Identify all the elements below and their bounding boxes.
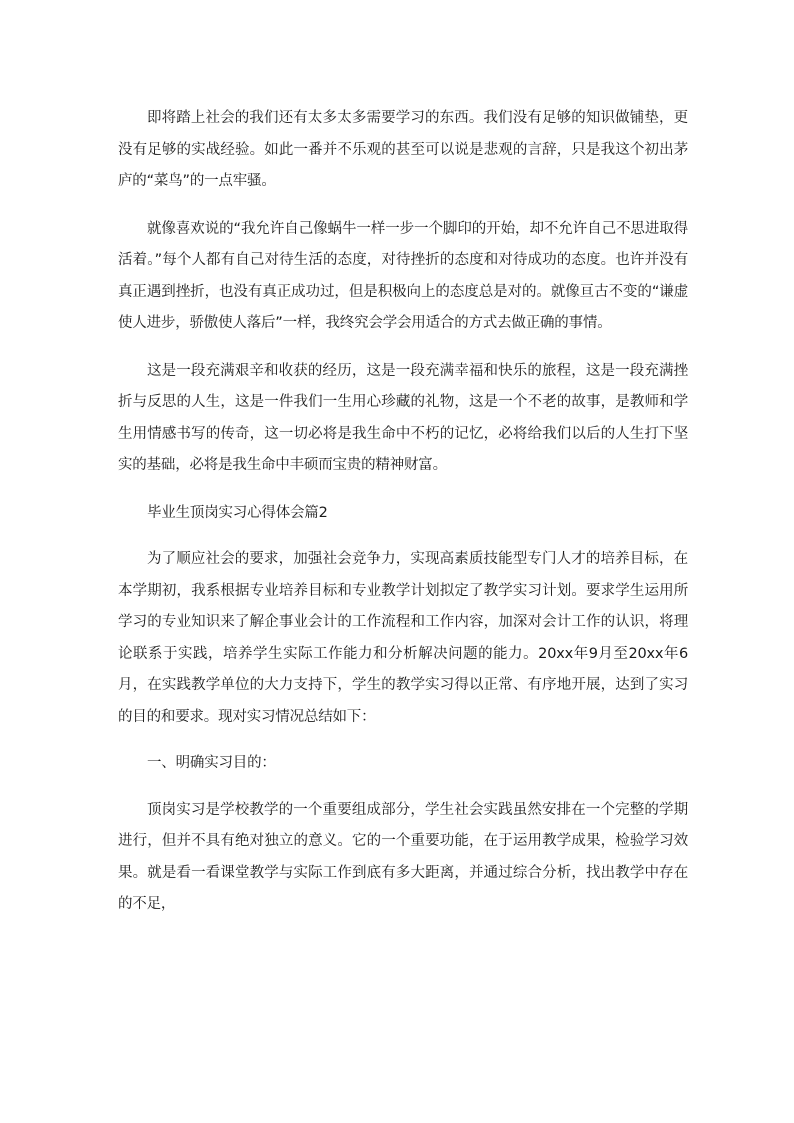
paragraph-experience: 这是一段充满艰辛和收获的经历，这是一段充满幸福和快乐的旅程，这是一段充满挫折与反思的人生，这是一件我们一生用心珍藏的礼物，这是一个不老的故事，是教师和学生用情感书写的传奇，这一切必将是我生命中不朽的记忆，必将给我们以后的人生打下坚实的基础，必将是我生命中丰硕而宝贵的精神财富。 bbox=[118, 362, 688, 473]
section-heading-purpose: 一、明确实习目的： bbox=[147, 755, 276, 771]
paragraph-attitude: 就像喜欢说的“我允许自己像蜗牛一样一步一个脚印的开始，却不允许自己不思进取得活着。”每个人都有自己对待生活的态度，对待挫折的态度和对待成功的态度。也许并没有真正遇到挫折，也没有真正成功过，但是积极向上的态度总是对的。就像亘古不变的“谦虚使人进步，骄傲使人落后”一样，我终究会学会用适合的方式去做正确的事情。 bbox=[118, 220, 688, 331]
paragraph-purpose: 顶岗实习是学校教学的一个重要组成部分，学生社会实践虽然安排在一个完整的学期进行，但并不具有绝对独立的意义。它的一个重要功能，在于运用教学成果，检验学习效果。就是看一看课堂教学与实际工作到底有多大距离，并通过综合分析，找出教学中存在的不足， bbox=[118, 801, 688, 912]
paragraph-internship-plan: 为了顺应社会的要求，加强社会竞争力，实现高素质技能型专门人才的培养目标，在本学期初，我系根据专业培养目标和专业教学计划拟定了教学实习计划。要求学生运用所学习的专业知识来了解企事业会计的工作流程和工作内容，加深对会计工作的认识，将理论联系于实践，培养学生实际工作能力和分析解决问题的能力。20xx年9月至20xx年6月，在实践教学单位的大力支持下，学生的教学实习得以正常、有序地开展，达到了实习的目的和要求。现对实习情况总结如下： bbox=[118, 551, 688, 725]
paragraph-society: 即将踏上社会的我们还有太多太多需要学习的东西。我们没有足够的知识做铺垫，更没有足够的实战经验。如此一番并不乐观的甚至可以说是悲观的言辞，只是我这个初出茅庐的“菜鸟”的一点牢骚。 bbox=[118, 110, 688, 189]
section-heading-part2: 毕业生顶岗实习心得体会篇2 bbox=[147, 504, 328, 521]
document-body bbox=[118, 103, 688, 921]
